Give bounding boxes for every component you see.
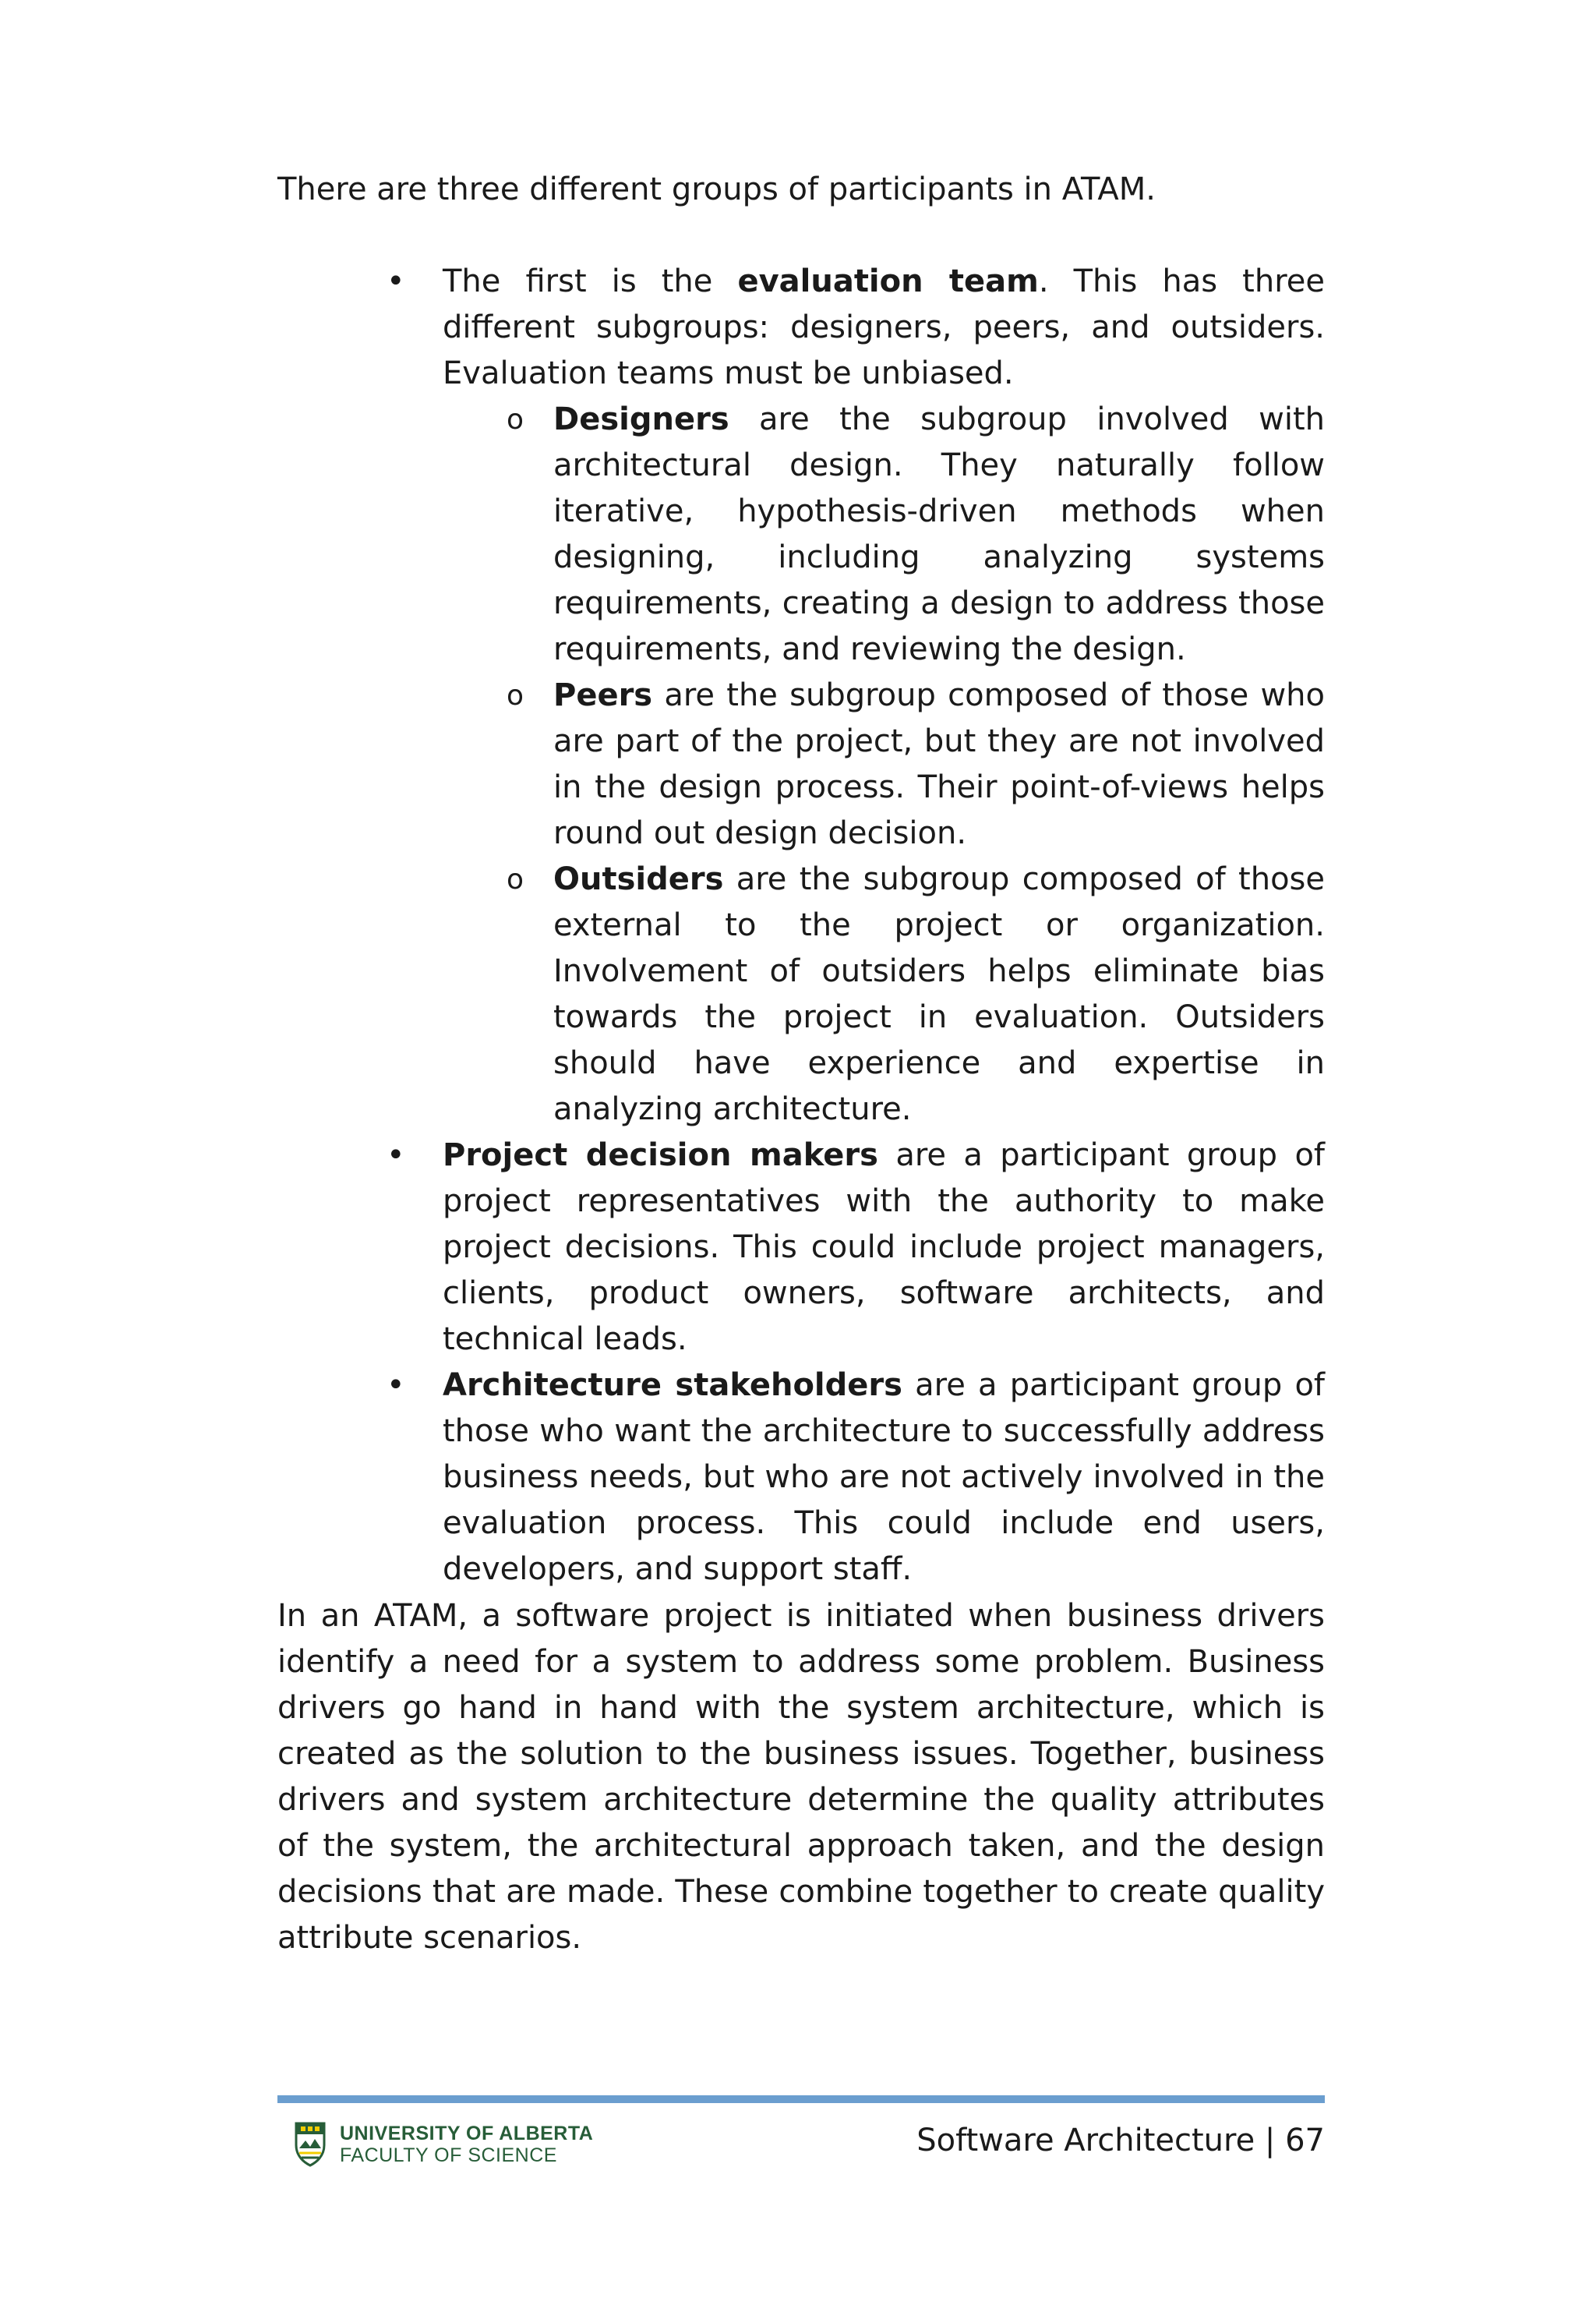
sub-bullet-glyph: o bbox=[507, 404, 524, 436]
logo-university-name: UNIVERSITY OF ALBERTA bbox=[340, 2123, 594, 2144]
logo-wordmark bbox=[340, 2123, 593, 2166]
crest-icon bbox=[295, 2122, 326, 2167]
sub-item-outsiders bbox=[443, 857, 1325, 1133]
item-term: evaluation team bbox=[737, 263, 1039, 299]
list-item-project-decision-makers bbox=[277, 1133, 1325, 1363]
item-text: . This has three different subgroups: designers, peers, and outsiders. Evaluation teams must be unbiased. bbox=[443, 263, 1325, 391]
bullet-glyph: • bbox=[387, 1367, 405, 1403]
item-prefix: The first is the bbox=[443, 263, 738, 299]
list-item-architecture-stakeholders bbox=[277, 1363, 1325, 1593]
page-number-label: Software Architecture | 67 bbox=[916, 2123, 1325, 2158]
sub-item-term: Outsiders bbox=[553, 861, 724, 897]
footer-rule bbox=[277, 2095, 1325, 2103]
sub-bullet-glyph: o bbox=[507, 680, 524, 712]
logo-faculty-name: FACULTY OF SCIENCE bbox=[340, 2144, 557, 2166]
sub-item-peers bbox=[443, 673, 1325, 857]
sub-item-text: are the subgroup composed of those who are part of the project, but they are not involved in the design process. Their point-of-views helps round out design decision. bbox=[553, 677, 1325, 851]
item-text: are a participant group of those who want the architecture to successfully address business needs, but who are not actively involved in the evaluation process. This could include end users, developers, and support staff. bbox=[443, 1367, 1326, 1587]
sub-item-text: are the subgroup involved with architectural design. They naturally follow iterative, hypothesis-driven methods when designing, including analyzing systems requirements, creating a design to address those requirements, and reviewing the design. bbox=[553, 401, 1325, 667]
participant-groups-list bbox=[277, 259, 1325, 1593]
bullet-glyph: • bbox=[387, 263, 405, 299]
item-text: are a participant group of project representatives with the authority to make project decisions. This could include project managers, clients, product owners, software architects, and technical leads. bbox=[443, 1137, 1326, 1357]
sub-item-text: are the subgroup composed of those external to the project or organization. Involvement of outsiders helps eliminate bias towards the project in evaluation. Outsiders should have experience and expertise in analyzing architecture. bbox=[553, 861, 1325, 1127]
intro-paragraph: There are three different groups of participants in ATAM. bbox=[277, 171, 1156, 207]
item-term: Architecture stakeholders bbox=[443, 1367, 902, 1403]
item-term: Project decision makers bbox=[443, 1137, 878, 1173]
sub-item-term: Peers bbox=[553, 677, 653, 713]
list-item-evaluation-team bbox=[277, 259, 1325, 1133]
sub-item-designers bbox=[443, 397, 1325, 673]
bullet-glyph: • bbox=[387, 1137, 405, 1173]
university-logo bbox=[295, 2122, 593, 2167]
sub-bullet-glyph: o bbox=[507, 864, 524, 896]
evaluation-subgroups-list bbox=[443, 397, 1325, 1133]
sub-item-term: Designers bbox=[553, 401, 729, 437]
closing-paragraph: In an ATAM, a software project is initiated when business drivers identify a need for a system to address some problem. Business drivers go hand in hand with the system architecture, which is created as the solution to the business issues. Together, business drivers and system architecture determine the quality attributes of the system, the architectural approach taken, and the design decisions that are made. These combine together to create quality attribute scenarios. bbox=[277, 1598, 1325, 1956]
